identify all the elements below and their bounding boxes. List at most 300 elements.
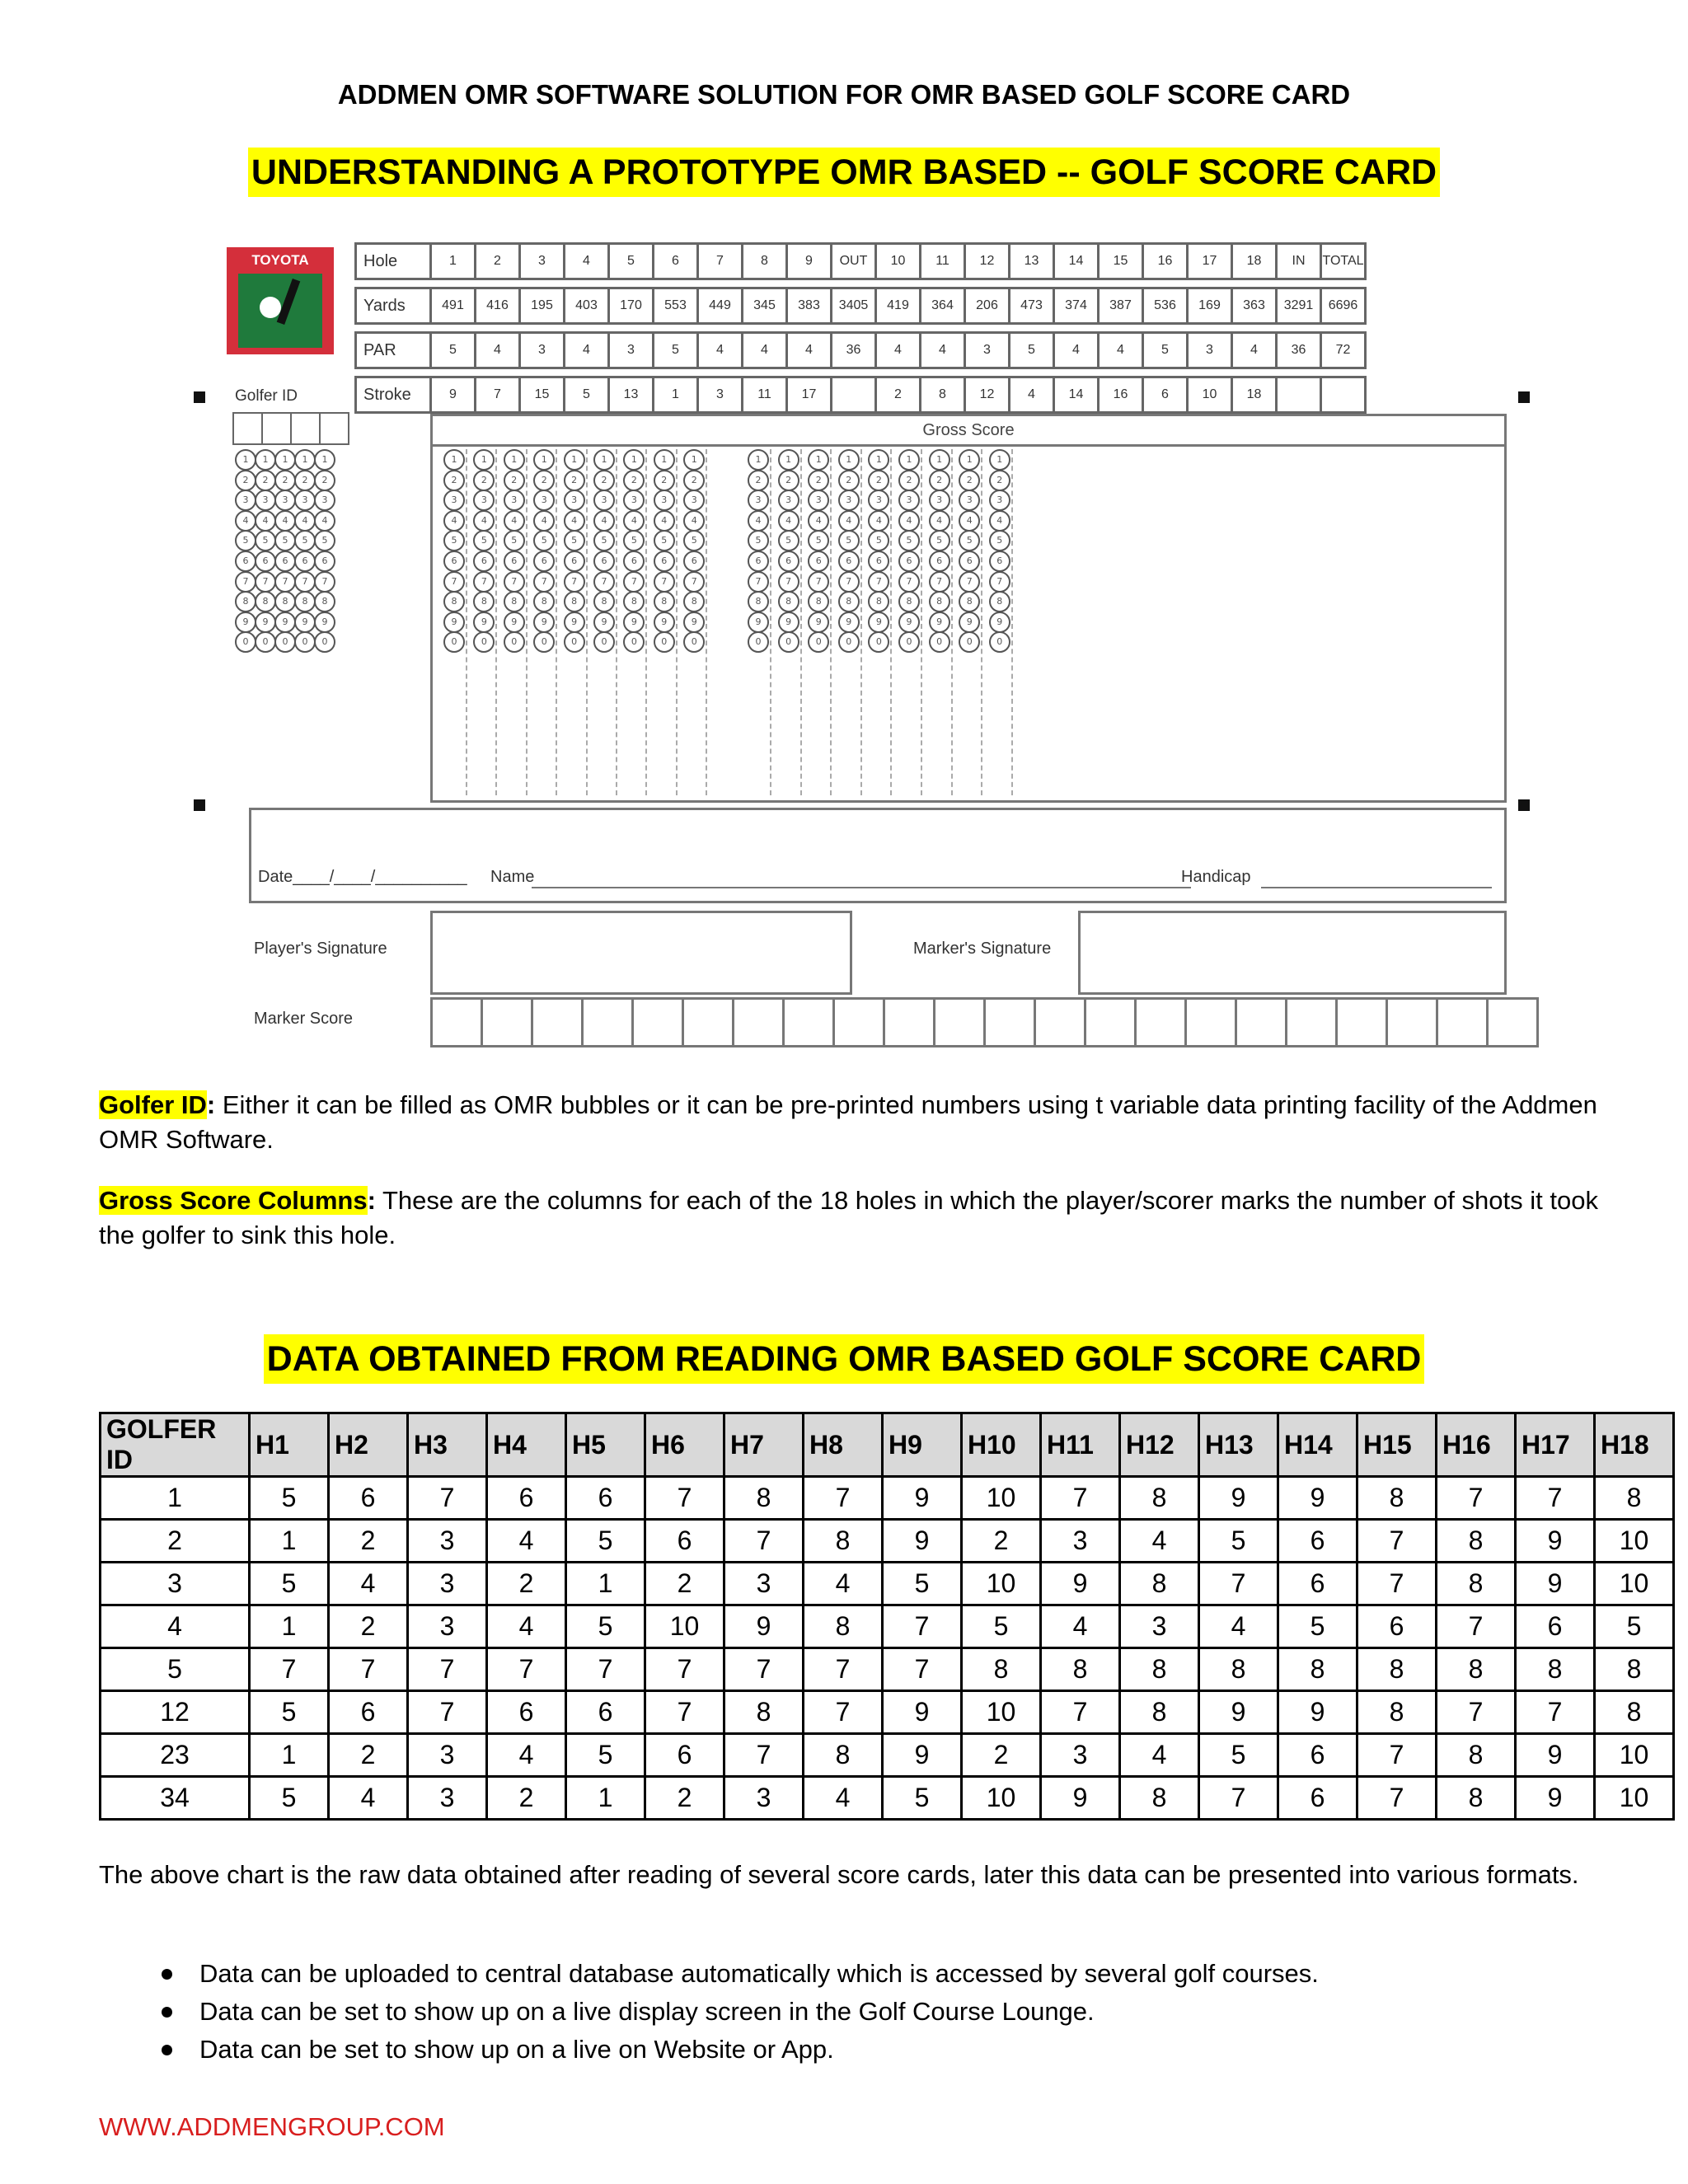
omr-bubble[interactable]: 2 (294, 470, 316, 491)
scorecard-cell: 345 (743, 288, 787, 324)
omr-bubble[interactable]: 0 (235, 631, 256, 653)
omr-bubble[interactable]: 1 (533, 449, 555, 471)
omr-bubble[interactable]: 6 (868, 551, 889, 572)
golfer-id-cell: 12 (101, 1691, 250, 1734)
golfer-id-text: Either it can be filled as OMR bubbles or it can be pre-printed numbers using t variable data printing facility of the Addmen OMR Software. (99, 1090, 1597, 1154)
omr-bubble[interactable]: 8 (533, 591, 555, 612)
omr-bubble[interactable]: 3 (838, 490, 860, 511)
omr-bubble[interactable]: 0 (593, 631, 615, 653)
omr-bubble[interactable]: 0 (929, 631, 950, 653)
omr-bubble[interactable]: 7 (294, 571, 316, 593)
omr-bubble[interactable]: 0 (808, 631, 829, 653)
omr-bubble[interactable]: 1 (314, 449, 335, 471)
column-header: H4 (487, 1413, 566, 1477)
omr-bubble[interactable]: 9 (443, 612, 465, 633)
omr-bubble[interactable]: 6 (929, 551, 950, 572)
omr-bubble[interactable]: 9 (778, 612, 799, 633)
omr-bubble[interactable]: 7 (778, 571, 799, 593)
omr-bubble[interactable]: 3 (504, 490, 525, 511)
omr-bubble[interactable]: 5 (778, 530, 799, 551)
omr-bubble[interactable]: 6 (778, 551, 799, 572)
omr-bubble[interactable]: 3 (593, 490, 615, 511)
omr-bubble[interactable]: 7 (473, 571, 495, 593)
scorecard-cell: 4 (476, 333, 520, 368)
omr-bubble[interactable]: 3 (989, 490, 1010, 511)
omr-bubble[interactable]: 3 (654, 490, 675, 511)
column-header: H16 (1437, 1413, 1516, 1477)
omr-bubble[interactable]: 2 (623, 470, 645, 491)
column-divider (890, 449, 892, 795)
omr-bubble[interactable]: 8 (255, 591, 276, 612)
hole-score-cell: 6 (645, 1734, 724, 1777)
omr-bubble[interactable]: 6 (748, 551, 769, 572)
omr-bubble[interactable]: 9 (255, 612, 276, 633)
omr-bubble[interactable]: 6 (274, 551, 296, 572)
omr-bubble[interactable]: 3 (748, 490, 769, 511)
omr-bubble[interactable]: 9 (654, 612, 675, 633)
scorecard-row-label: Hole (356, 244, 431, 279)
handicap-label: Handicap (1181, 868, 1251, 886)
omr-bubble[interactable]: 2 (504, 470, 525, 491)
omr-bubble[interactable]: 4 (959, 510, 980, 532)
omr-bubble[interactable]: 5 (314, 530, 335, 551)
omr-bubble[interactable]: 8 (274, 591, 296, 612)
omr-bubble[interactable]: 2 (593, 470, 615, 491)
row-gap (356, 324, 1366, 333)
omr-bubble[interactable]: 5 (748, 530, 769, 551)
omr-bubble[interactable]: 4 (235, 510, 256, 532)
omr-bubble[interactable]: 6 (294, 551, 316, 572)
omr-bubble[interactable]: 2 (808, 470, 829, 491)
omr-bubble[interactable]: 2 (748, 470, 769, 491)
marker-score-box (631, 997, 684, 1047)
omr-bubble[interactable]: 3 (274, 490, 296, 511)
omr-bubble[interactable]: 2 (959, 470, 980, 491)
date-label: Date____/____/__________ (258, 868, 467, 886)
omr-bubble[interactable]: 1 (473, 449, 495, 471)
hole-score-cell: 7 (804, 1648, 883, 1691)
omr-bubble[interactable]: 8 (929, 591, 950, 612)
omr-bubble[interactable]: 2 (564, 470, 585, 491)
scorecard-cell: IN (1277, 244, 1321, 279)
omr-bubble[interactable]: 3 (564, 490, 585, 511)
scorecard-cell: 3405 (832, 288, 876, 324)
omr-bubble[interactable]: 9 (504, 612, 525, 633)
section-heading-data-text: DATA OBTAINED FROM READING OMR BASED GOLF SCORE CARD (264, 1334, 1425, 1384)
column-divider (466, 449, 467, 795)
omr-bubble[interactable]: 8 (623, 591, 645, 612)
omr-bubble[interactable]: 1 (748, 449, 769, 471)
omr-bubble[interactable]: 1 (654, 449, 675, 471)
scorecard-cell: 2 (476, 244, 520, 279)
omr-bubble[interactable]: 0 (564, 631, 585, 653)
omr-bubble[interactable]: 0 (443, 631, 465, 653)
golfer-id-cell: 5 (101, 1648, 250, 1691)
omr-bubble[interactable]: 7 (533, 571, 555, 593)
omr-bubble[interactable]: 4 (504, 510, 525, 532)
omr-bubble[interactable]: 5 (504, 530, 525, 551)
omr-bubble[interactable]: 9 (929, 612, 950, 633)
omr-bubble[interactable]: 8 (294, 591, 316, 612)
omr-bubble[interactable]: 6 (564, 551, 585, 572)
column-divider (921, 449, 922, 795)
omr-bubble[interactable]: 9 (533, 612, 555, 633)
omr-bubble[interactable]: 2 (929, 470, 950, 491)
scorecard-row-holes (356, 244, 1366, 279)
omr-bubble[interactable]: 7 (748, 571, 769, 593)
omr-bubble[interactable]: 0 (683, 631, 705, 653)
scorecard-cell: OUT (832, 244, 876, 279)
omr-bubble[interactable]: 0 (868, 631, 889, 653)
hole-score-cell: 8 (1437, 1734, 1516, 1777)
omr-bubble[interactable]: 8 (868, 591, 889, 612)
hole-score-cell: 3 (408, 1520, 487, 1563)
omr-bubble[interactable]: 1 (959, 449, 980, 471)
omr-bubble[interactable]: 3 (473, 490, 495, 511)
omr-bubble[interactable]: 7 (443, 571, 465, 593)
omr-bubble[interactable]: 0 (274, 631, 296, 653)
omr-bubble[interactable]: 4 (533, 510, 555, 532)
scorecard-cell: 5 (609, 244, 654, 279)
omr-bubble[interactable]: 7 (564, 571, 585, 593)
omr-bubble[interactable]: 4 (778, 510, 799, 532)
omr-bubble[interactable]: 7 (504, 571, 525, 593)
column-divider (830, 449, 832, 795)
omr-bubble[interactable]: 7 (235, 571, 256, 593)
omr-bubble[interactable]: 0 (778, 631, 799, 653)
omr-bubble[interactable]: 3 (929, 490, 950, 511)
omr-bubble[interactable]: 5 (274, 530, 296, 551)
omr-bubble[interactable]: 8 (235, 591, 256, 612)
omr-bubble[interactable]: 3 (683, 490, 705, 511)
omr-bubble[interactable]: 8 (314, 591, 335, 612)
omr-bubble[interactable]: 0 (654, 631, 675, 653)
hole-score-cell: 8 (1120, 1648, 1199, 1691)
omr-bubble[interactable]: 7 (654, 571, 675, 593)
omr-bubble[interactable]: 6 (654, 551, 675, 572)
omr-bubble[interactable]: 5 (255, 530, 276, 551)
hole-score-cell: 8 (804, 1520, 883, 1563)
omr-bubble[interactable]: 1 (868, 449, 889, 471)
omr-bubble[interactable]: 4 (623, 510, 645, 532)
hole-score-cell: 1 (250, 1520, 329, 1563)
golfer-id-cell: 23 (101, 1734, 250, 1777)
omr-bubble[interactable]: 0 (255, 631, 276, 653)
omr-bubble[interactable]: 7 (255, 571, 276, 593)
omr-bubble[interactable]: 0 (294, 631, 316, 653)
hole-score-cell: 8 (1041, 1648, 1120, 1691)
omr-bubble[interactable]: 5 (683, 530, 705, 551)
hole-score-cell: 7 (724, 1734, 804, 1777)
omr-bubble[interactable]: 8 (898, 591, 920, 612)
omr-bubble[interactable]: 4 (748, 510, 769, 532)
omr-bubble[interactable]: 9 (623, 612, 645, 633)
omr-bubble[interactable]: 2 (778, 470, 799, 491)
omr-bubble[interactable]: 7 (593, 571, 615, 593)
omr-bubble[interactable]: 9 (564, 612, 585, 633)
omr-bubble[interactable]: 9 (959, 612, 980, 633)
omr-bubble[interactable]: 7 (314, 571, 335, 593)
omr-bubble[interactable]: 9 (989, 612, 1010, 633)
omr-bubble[interactable]: 1 (443, 449, 465, 471)
scorecard-cell: TOTAL (1321, 244, 1366, 279)
omr-bubble[interactable]: 9 (868, 612, 889, 633)
omr-bubble[interactable]: 1 (274, 449, 296, 471)
omr-bubble[interactable]: 1 (623, 449, 645, 471)
omr-bubble[interactable]: 3 (868, 490, 889, 511)
omr-bubble[interactable]: 4 (683, 510, 705, 532)
column-divider (616, 449, 617, 795)
omr-bubble[interactable]: 5 (294, 530, 316, 551)
scorecard-cell: 12 (965, 244, 1010, 279)
omr-bubble[interactable]: 6 (504, 551, 525, 572)
omr-bubble[interactable]: 7 (683, 571, 705, 593)
omr-bubble[interactable]: 7 (868, 571, 889, 593)
name-line (532, 887, 1191, 888)
omr-bubble[interactable]: 5 (443, 530, 465, 551)
omr-bubble[interactable]: 4 (564, 510, 585, 532)
omr-bubble[interactable]: 4 (593, 510, 615, 532)
omr-bubble[interactable]: 4 (929, 510, 950, 532)
omr-bubble[interactable]: 4 (443, 510, 465, 532)
omr-bubble[interactable]: 2 (314, 470, 335, 491)
omr-bubble[interactable]: 3 (314, 490, 335, 511)
omr-bubble[interactable]: 2 (235, 470, 256, 491)
omr-bubble[interactable]: 3 (235, 490, 256, 511)
omr-bubble[interactable]: 6 (314, 551, 335, 572)
omr-bubble[interactable]: 4 (255, 510, 276, 532)
omr-bubble[interactable]: 8 (504, 591, 525, 612)
omr-bubble[interactable]: 7 (274, 571, 296, 593)
omr-bubble[interactable]: 3 (533, 490, 555, 511)
row-gap (356, 279, 1366, 288)
omr-bubble[interactable]: 0 (898, 631, 920, 653)
omr-bubble[interactable]: 8 (748, 591, 769, 612)
column-header: GOLFER ID (101, 1413, 250, 1477)
omr-bubble[interactable]: 7 (623, 571, 645, 593)
omr-bubble[interactable]: 4 (473, 510, 495, 532)
omr-bubble[interactable]: 6 (235, 551, 256, 572)
omr-bubble[interactable]: 7 (989, 571, 1010, 593)
hole-score-cell: 8 (1120, 1563, 1199, 1605)
scorecard-cell: 3 (520, 244, 565, 279)
omr-bubble[interactable]: 5 (564, 530, 585, 551)
omr-bubble[interactable]: 2 (274, 470, 296, 491)
omr-bubble[interactable]: 8 (654, 591, 675, 612)
hole-score-cell: 8 (1595, 1691, 1674, 1734)
omr-bubble[interactable]: 3 (959, 490, 980, 511)
omr-bubble[interactable]: 8 (593, 591, 615, 612)
omr-bubble[interactable]: 0 (623, 631, 645, 653)
omr-bubble[interactable]: 3 (294, 490, 316, 511)
omr-bubble[interactable]: 9 (274, 612, 296, 633)
omr-bubble[interactable]: 7 (898, 571, 920, 593)
omr-bubble[interactable]: 5 (868, 530, 889, 551)
omr-bubble[interactable]: 1 (808, 449, 829, 471)
omr-bubble[interactable]: 2 (654, 470, 675, 491)
omr-bubble[interactable]: 9 (473, 612, 495, 633)
omr-bubble[interactable]: 6 (838, 551, 860, 572)
omr-bubble[interactable]: 3 (255, 490, 276, 511)
omr-bubble[interactable]: 5 (593, 530, 615, 551)
logo-brand-text: TOYOTA (251, 252, 309, 268)
omr-bubble[interactable]: 1 (838, 449, 860, 471)
omr-bubble[interactable]: 4 (898, 510, 920, 532)
omr-bubble[interactable]: 9 (294, 612, 316, 633)
row-gap-cell (356, 368, 1366, 377)
omr-bubble[interactable]: 5 (654, 530, 675, 551)
omr-bubble[interactable]: 3 (778, 490, 799, 511)
omr-bubble[interactable]: 2 (838, 470, 860, 491)
omr-bubble[interactable]: 5 (898, 530, 920, 551)
omr-bubble[interactable]: 6 (473, 551, 495, 572)
omr-bubble[interactable]: 6 (255, 551, 276, 572)
omr-bubble[interactable]: 9 (314, 612, 335, 633)
marker-score-box (481, 997, 533, 1047)
omr-bubble[interactable]: 8 (778, 591, 799, 612)
omr-bubble[interactable]: 3 (443, 490, 465, 511)
hole-score-cell: 10 (1595, 1563, 1674, 1605)
omr-bubble[interactable]: 0 (838, 631, 860, 653)
omr-bubble[interactable]: 1 (989, 449, 1010, 471)
omr-bubble[interactable]: 0 (959, 631, 980, 653)
omr-bubble[interactable]: 5 (929, 530, 950, 551)
omr-bubble[interactable]: 9 (593, 612, 615, 633)
marker-score-box (832, 997, 885, 1047)
omr-bubble[interactable]: 6 (593, 551, 615, 572)
omr-bubble[interactable]: 4 (294, 510, 316, 532)
omr-bubble[interactable]: 6 (808, 551, 829, 572)
omr-bubble[interactable]: 6 (959, 551, 980, 572)
omr-bubble[interactable]: 5 (808, 530, 829, 551)
omr-bubble[interactable]: 1 (504, 449, 525, 471)
omr-bubble[interactable]: 7 (929, 571, 950, 593)
gross-score-text: These are the columns for each of the 18 holes in which the player/scorer marks the number of shots it took the golfer to sink this hole. (99, 1186, 1598, 1249)
hole-score-cell: 7 (1516, 1477, 1595, 1520)
omr-bubble[interactable]: 4 (314, 510, 335, 532)
omr-bubble[interactable]: 8 (443, 591, 465, 612)
scorecard-cell: 36 (1277, 333, 1321, 368)
golfer-id-box (290, 412, 321, 445)
omr-bubble[interactable]: 6 (898, 551, 920, 572)
omr-bubble[interactable]: 0 (314, 631, 335, 653)
omr-bubble[interactable]: 0 (533, 631, 555, 653)
omr-bubble[interactable]: 1 (255, 449, 276, 471)
omr-bubble[interactable]: 9 (838, 612, 860, 633)
omr-bubble[interactable]: 2 (868, 470, 889, 491)
omr-bubble[interactable]: 1 (294, 449, 316, 471)
omr-bubble[interactable]: 1 (564, 449, 585, 471)
omr-bubble[interactable]: 1 (593, 449, 615, 471)
omr-bubble[interactable]: 8 (683, 591, 705, 612)
omr-bubble[interactable]: 4 (808, 510, 829, 532)
omr-bubble[interactable]: 8 (989, 591, 1010, 612)
column-divider (526, 449, 528, 795)
omr-bubble[interactable]: 0 (989, 631, 1010, 653)
omr-bubble[interactable]: 1 (235, 449, 256, 471)
omr-bubble[interactable]: 2 (443, 470, 465, 491)
omr-bubble[interactable]: 7 (808, 571, 829, 593)
hole-score-cell: 7 (804, 1477, 883, 1520)
omr-bubble[interactable]: 8 (838, 591, 860, 612)
omr-bubble[interactable]: 5 (838, 530, 860, 551)
omr-bubble[interactable]: 7 (959, 571, 980, 593)
column-divider (676, 449, 678, 795)
marker-score-label: Marker Score (254, 1010, 354, 1028)
omr-bubble[interactable]: 7 (838, 571, 860, 593)
scorecard-cell: 6 (654, 244, 698, 279)
omr-bubble[interactable]: 9 (808, 612, 829, 633)
scorecard-cell: 15 (1099, 244, 1143, 279)
omr-bubble[interactable]: 5 (989, 530, 1010, 551)
omr-bubble[interactable]: 8 (959, 591, 980, 612)
hole-score-cell: 2 (645, 1563, 724, 1605)
omr-bubble[interactable]: 6 (683, 551, 705, 572)
column-header: H12 (1120, 1413, 1199, 1477)
omr-bubble[interactable]: 9 (898, 612, 920, 633)
column-divider (800, 449, 802, 795)
omr-bubble[interactable]: 6 (623, 551, 645, 572)
omr-bubble[interactable]: 3 (808, 490, 829, 511)
omr-bubble[interactable]: 5 (533, 530, 555, 551)
omr-bubble[interactable]: 4 (654, 510, 675, 532)
omr-bubble[interactable]: 9 (683, 612, 705, 633)
omr-bubble[interactable]: 1 (929, 449, 950, 471)
omr-bubble[interactable]: 9 (235, 612, 256, 633)
golfer-details-box (249, 808, 1507, 903)
gross-score-explanation (99, 1183, 1632, 1253)
omr-bubble[interactable]: 6 (533, 551, 555, 572)
omr-bubble[interactable]: 3 (623, 490, 645, 511)
omr-bubble[interactable]: 1 (778, 449, 799, 471)
omr-bubble[interactable]: 4 (868, 510, 889, 532)
omr-bubble[interactable]: 5 (473, 530, 495, 551)
marker-score-box (531, 997, 584, 1047)
omr-bubble[interactable]: 8 (564, 591, 585, 612)
omr-bubble[interactable]: 2 (989, 470, 1010, 491)
table-header-row (101, 1413, 1674, 1477)
omr-bubble[interactable]: 0 (504, 631, 525, 653)
scorecard-cell: 553 (654, 288, 698, 324)
omr-bubble[interactable]: 4 (274, 510, 296, 532)
omr-bubble[interactable]: 2 (683, 470, 705, 491)
omr-bubble[interactable]: 2 (533, 470, 555, 491)
hole-score-cell: 7 (1041, 1477, 1120, 1520)
omr-bubble[interactable]: 0 (748, 631, 769, 653)
omr-bubble[interactable]: 9 (748, 612, 769, 633)
omr-bubble[interactable]: 2 (255, 470, 276, 491)
scorecard-cell: 403 (565, 288, 609, 324)
omr-bubble[interactable]: 5 (959, 530, 980, 551)
omr-bubble[interactable]: 3 (898, 490, 920, 511)
omr-bubble[interactable]: 1 (898, 449, 920, 471)
omr-bubble[interactable]: 6 (989, 551, 1010, 572)
omr-bubble[interactable]: 4 (838, 510, 860, 532)
omr-bubble[interactable]: 8 (473, 591, 495, 612)
omr-bubble[interactable]: 4 (989, 510, 1010, 532)
omr-bubble[interactable]: 1 (683, 449, 705, 471)
omr-bubble[interactable]: 6 (443, 551, 465, 572)
omr-bubble[interactable]: 2 (473, 470, 495, 491)
omr-bubble[interactable]: 2 (898, 470, 920, 491)
omr-bubble[interactable]: 5 (235, 530, 256, 551)
omr-bubble[interactable]: 0 (473, 631, 495, 653)
website-link[interactable]: WWW.ADDMENGROUP.COM (99, 2112, 445, 2141)
hole-score-cell: 5 (250, 1563, 329, 1605)
marker-score-box (1335, 997, 1388, 1047)
omr-bubble[interactable]: 8 (808, 591, 829, 612)
omr-bubble[interactable]: 5 (623, 530, 645, 551)
